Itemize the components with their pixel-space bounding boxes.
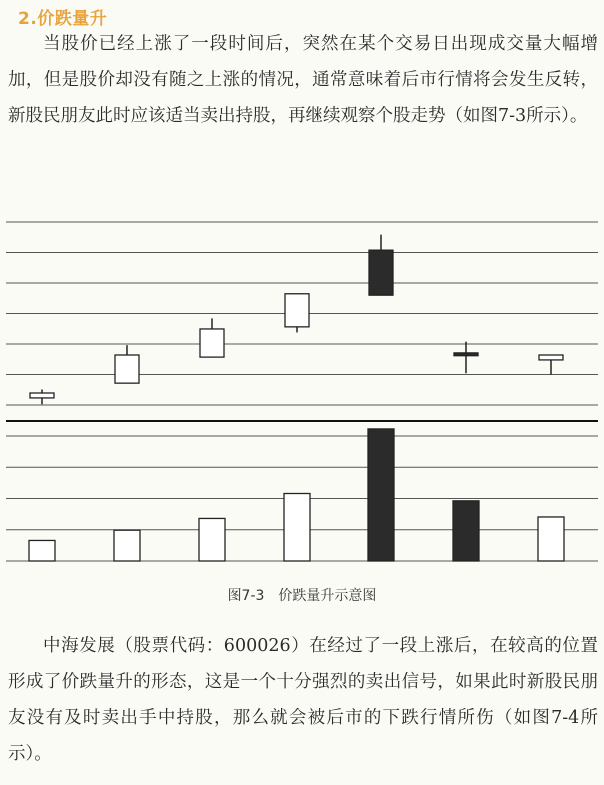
volume-bar xyxy=(114,530,140,561)
volume-bar xyxy=(538,517,564,561)
candle-body xyxy=(115,355,139,383)
candlestick-volume-chart xyxy=(0,200,604,580)
volume-bar xyxy=(368,429,394,561)
volume-bar xyxy=(284,494,310,562)
candle-body xyxy=(539,355,563,360)
example-paragraph: 中海发展（股票代码：600026）在经过了一段上涨后，在较高的位置形成了价跌量升的形态，这是一个十分强烈的卖出信号，如果此时新股民朋友没有及时卖出手中持股，那么就会被后市的下跌行情所伤（如图7-4所示）。 xyxy=(8,636,598,764)
candle-body xyxy=(30,393,54,398)
volume-bar xyxy=(199,518,225,561)
volume-bar xyxy=(453,501,479,561)
section-title: 2.价跌量升 xyxy=(18,9,108,29)
intro-paragraph: 当股价已经上涨了一段时间后，突然在某个交易日出现成交量大幅增加，但是股价却没有随之上涨的情况，通常意味着后市行情将会发生反转，新股民朋友此时应该适当卖出持股，再继续观察个股走势（如图7-3所示）。 xyxy=(8,34,598,126)
volume-bar xyxy=(29,540,55,561)
candle-body xyxy=(369,250,393,295)
figure-caption: 图7-3 价跌量升示意图 xyxy=(227,588,377,604)
candle-body xyxy=(285,294,309,327)
candle-body xyxy=(454,353,478,356)
candle-body xyxy=(200,329,224,357)
